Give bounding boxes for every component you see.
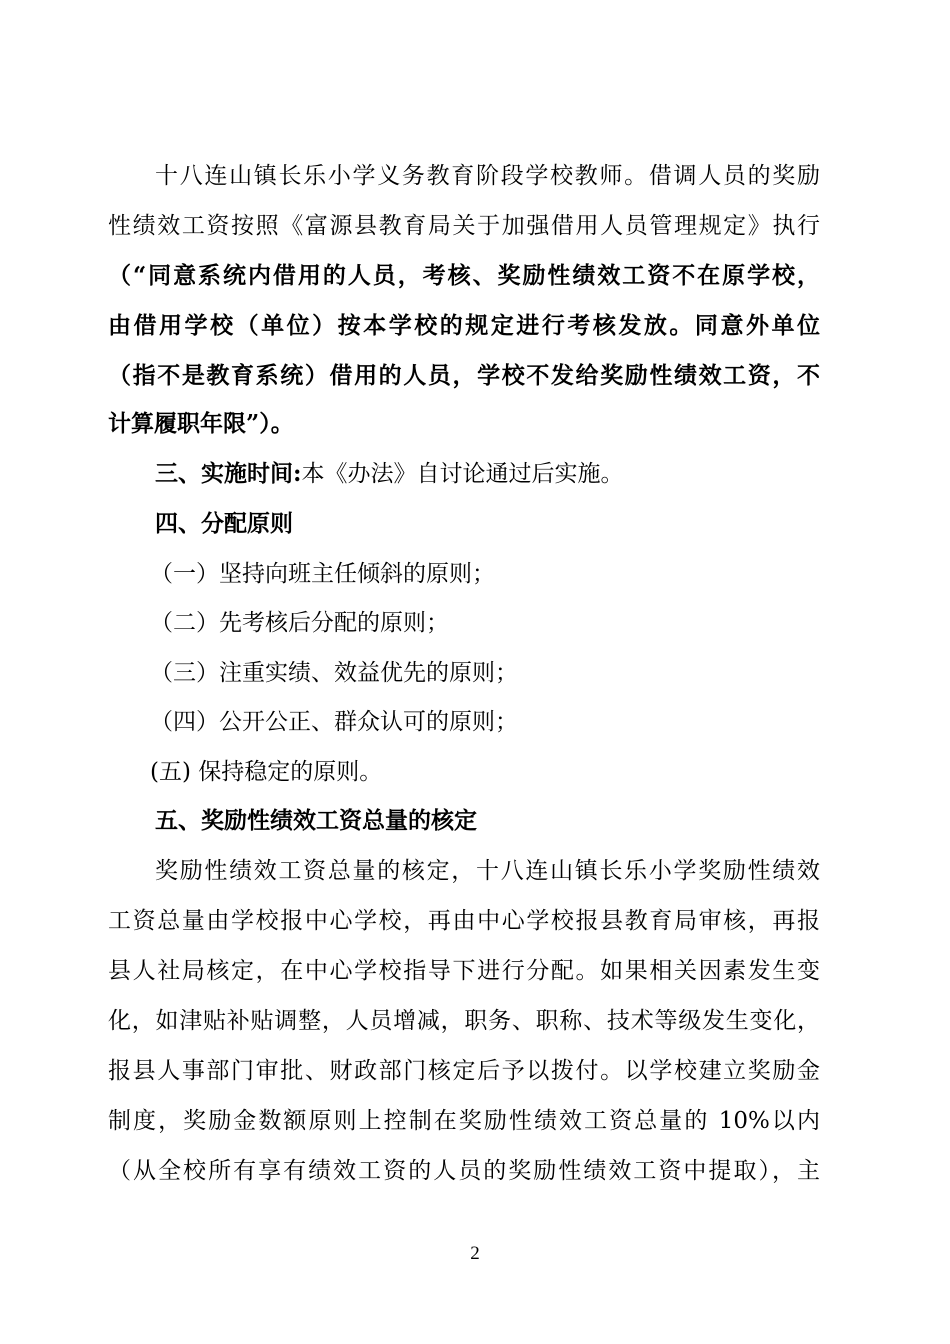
page-number: 2: [470, 1243, 480, 1264]
paragraph-line: 化，如津贴补贴调整，人员增减，职务、职称、技术等级发生变化，: [108, 1008, 820, 1034]
section-3-heading: 三、实施时间:: [155, 460, 302, 487]
paragraph-line: 十八连山镇长乐小学义务教育阶段学校教师。借调人员的奖励: [155, 163, 820, 189]
paragraph-line-bold: （“同意系统内借用的人员，考核、奖励性绩效工资不在原学校，: [108, 262, 820, 289]
principle-item: （四）公开公正、群众认可的原则；: [150, 709, 518, 735]
paragraph-line: 性绩效工资按照《富源县教育局关于加强借用人员管理规定》执行: [108, 213, 820, 239]
paragraph-line-bold: （指不是教育系统）借用的人员，学校不发给奖励性绩效工资，不: [108, 362, 820, 389]
paragraph-line: 报县人事部门审批、财政部门核定后予以拨付。以学校建立奖励金: [108, 1058, 820, 1084]
paragraph-line: 奖励性绩效工资总量的核定，十八连山镇长乐小学奖励性绩效: [155, 858, 820, 884]
principle-item: (五) 保持稳定的原则。: [150, 759, 383, 785]
section-3-text: 本《办法》自讨论通过后实施。: [301, 461, 624, 487]
paragraph-line: 县人社局核定，在中心学校指导下进行分配。如果相关因素发生变: [108, 958, 820, 984]
principle-item: （一）坚持向班主任倾斜的原则；: [150, 561, 495, 587]
paragraph-line-bold: 由借用学校（单位）按本学校的规定进行考核发放。同意外单位: [108, 312, 820, 339]
paragraph-line: 制度，奖励金数额原则上控制在奖励性绩效工资总量的 10%以内: [108, 1108, 820, 1134]
section-4-heading: 四、分配原则: [155, 510, 293, 537]
principle-item: （三）注重实绩、效益优先的原则；: [150, 660, 518, 686]
paragraph-line: （从全校所有享有绩效工资的人员的奖励性绩效工资中提取），主: [108, 1158, 820, 1184]
section-5-heading: 五、奖励性绩效工资总量的核定: [155, 807, 477, 834]
paragraph-line-bold: 计算履职年限”）。: [108, 410, 294, 437]
principle-item: （二）先考核后分配的原则；: [150, 610, 449, 636]
paragraph-line: 工资总量由学校报中心学校，再由中心学校报县教育局审核，再报: [108, 908, 820, 934]
section-3-line: [155, 459, 820, 489]
